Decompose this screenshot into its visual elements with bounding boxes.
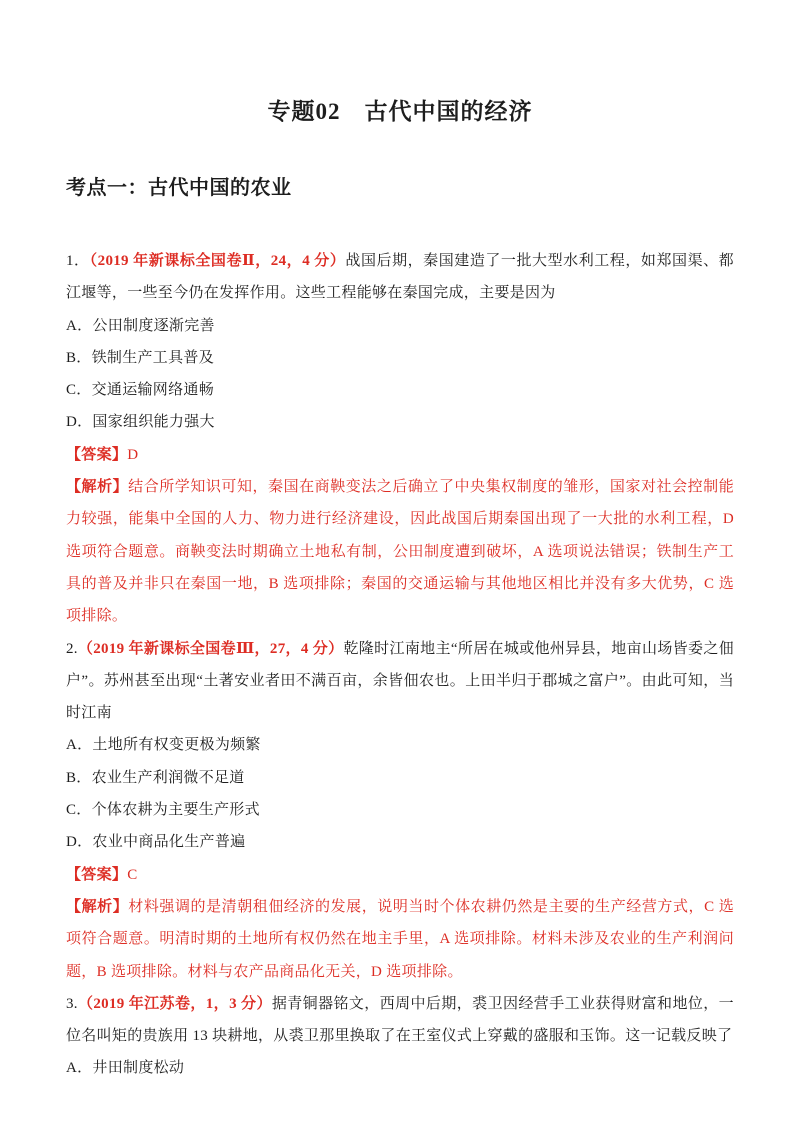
question-1-answer-line: [66, 439, 734, 471]
question-2-option-a: A．土地所有权变更极为频繁: [66, 737, 261, 754]
question-1-option-d: D．国家组织能力强大: [66, 414, 215, 431]
question-2-stem: [66, 633, 734, 730]
question-1-answer-value: D: [127, 446, 139, 463]
question-2-answer-line: [66, 859, 734, 891]
question-3-text: 据青铜器铭文，西周中后期，裘卫因经营手工业获得财富和地位，一位名叫矩的贵族用 13 块耕地，从裘卫那里换取了在王室仪式上穿戴的盛服和玉饰。这一记载反映了: [66, 995, 734, 1045]
question-3: [66, 988, 734, 1085]
question-1-number: 1．: [66, 253, 90, 269]
question-2-analysis-text: 材料强调的是清朝租佃经济的发展，说明当时个体农耕仍然是主要的生产经营方式，C 选项符合题意。明清时期的土地所有权仍然在地主手里，A 选项排除。材料未涉及农业的生产利润问题，B 选项排除。材料与农产品商品化无关，D 选项排除。: [66, 898, 735, 980]
question-1-source: （2019 年新课标全国卷Ⅱ，24，4 分）: [89, 253, 346, 269]
question-2-option-b: B．农业生产利润微不足道: [66, 769, 245, 786]
question-3-source: （2019 年江苏卷，1，3 分）: [77, 995, 272, 1012]
question-1-answer-label: 【答案】: [66, 446, 128, 463]
question-2-option-c: C．个体农耕为主要生产形式: [66, 802, 260, 819]
document-body: [66, 245, 734, 1085]
question-1-analysis-label: 【解析】: [66, 479, 129, 496]
question-1-option-c: C．交通运输网络通畅: [66, 382, 215, 399]
question-2-answer-label: 【答案】: [66, 866, 128, 883]
question-1-analysis-text: 结合所学知识可知，秦国在商鞅变法之后确立了中央集权制度的雏形，国家对社会控制能力较强，能集中全国的人力、物力进行经济建设，因此战国后期秦国出现了一大批的水利工程，D 选项符合题意。商鞅变法时期确立土地私有制，公田制度遭到破坏，A 选项说法错误；铁制生产工具的普及并非只在秦国一地，B 选项排除；秦国的交通运输与其他地区相比并没有多大优势，C 选项排除。: [66, 479, 734, 625]
question-1: [66, 245, 734, 633]
question-3-number: 3.: [66, 995, 78, 1012]
question-1-analysis: [66, 471, 734, 632]
question-2-analysis: [66, 891, 734, 988]
question-1-text: 战国后期，秦国建造了一批大型水利工程，如郑国渠、都江堰等，一些至今仍在发挥作用。这些工程能够在秦国完成，主要是因为: [66, 253, 734, 302]
question-1-stem: [66, 245, 734, 310]
question-2-number: 2.: [66, 640, 78, 657]
question-2-source: （2019 年新课标全国卷Ⅲ，27，4 分）: [77, 640, 344, 657]
question-1-option-a: A．公田制度逐渐完善: [66, 317, 215, 334]
question-1-option-b: B．铁制生产工具普及: [66, 349, 215, 366]
question-2-text: 乾隆时江南地主“所居在城或他州异县，地亩山场皆委之佃户”。苏州甚至出现“土著安业者田不满百亩，余皆佃农也。上田半归于郡城之富户”。由此可知，当时江南: [66, 640, 734, 722]
document-title: 专题02 古代中国的经济: [267, 99, 533, 124]
question-2: [66, 633, 734, 988]
section-heading: 考点一：古代中国的农业: [66, 177, 292, 199]
question-3-stem: [66, 988, 734, 1053]
question-2-answer-value: C: [127, 866, 138, 883]
question-2-option-d: D．农业中商品化生产普遍: [66, 834, 246, 851]
question-3-option-a: A．井田制度松动: [66, 1060, 185, 1077]
question-2-analysis-label: 【解析】: [66, 898, 129, 915]
